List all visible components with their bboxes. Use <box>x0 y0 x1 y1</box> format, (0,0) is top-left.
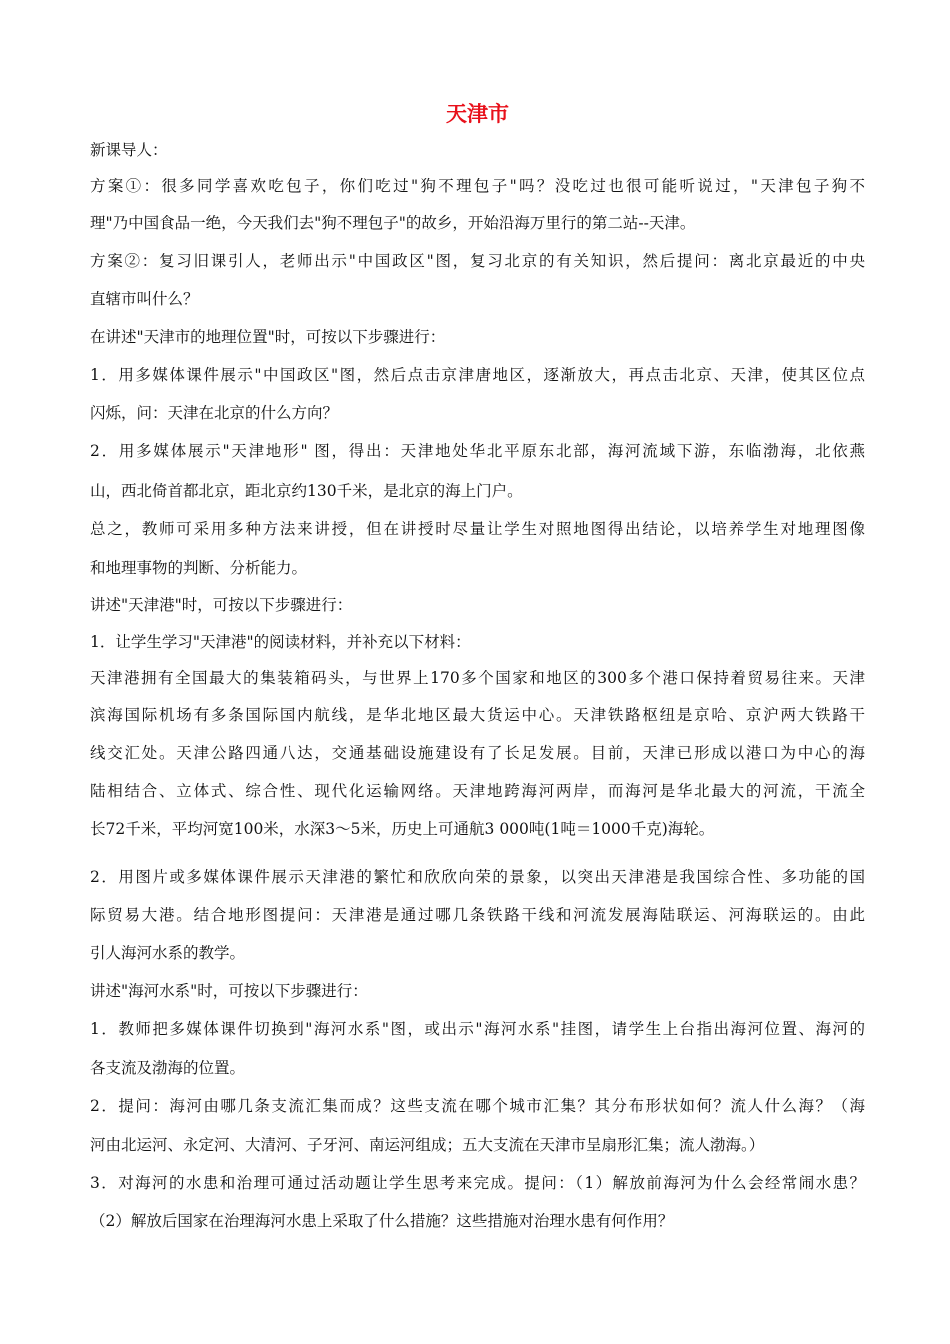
text-line: 引人海河水系的教学。 <box>90 944 246 962</box>
text-line: 滨海国际机场有多条国际国内航线，是华北地区最大货运中心。天津铁路枢纽是京哈、京沪两大铁路干 <box>90 706 865 724</box>
text-line: 闪烁，问：天津在北京的什么方向？ <box>90 404 339 422</box>
text-line: 长72千米，平均河宽100米，水深3～5米，历史上可通航3 000吨(1吨＝1000千克)海轮。 <box>90 820 715 838</box>
text-line: 直辖市叫什么？ <box>90 290 199 308</box>
text-line: 1．用多媒体课件展示"中国政区"图，然后点击京津唐地区，逐渐放大，再点击北京、天津，使其区位点 <box>90 366 865 384</box>
text-line: 讲述"天津港"时，可按以下步骤进行： <box>90 596 353 614</box>
text-line: 2．提问：海河由哪几条支流汇集而成？这些支流在哪个城市汇集？其分布形状如何？流人什么海？（海 <box>90 1097 865 1115</box>
text-line: 方案②：复习旧课引人，老师出示"中国政区"图，复习北京的有关知识，然后提问：离北京最近的中央 <box>90 252 865 270</box>
text-line: 总之，教师可采用多种方法来讲授，但在讲授时尽量让学生对照地图得出结论，以培养学生对地理图像 <box>90 520 865 538</box>
text-line: 新课导人： <box>90 141 168 159</box>
text-line: 2．用多媒体展示"天津地形" 图，得出：天津地处华北平原东北部，海河流域下游，东临渤海，北依燕 <box>90 442 865 460</box>
text-line: 天津港拥有全国最大的集装箱码头，与世界上170多个国家和地区的300多个港口保持着贸易往来。天津 <box>90 669 865 687</box>
text-line: 线交汇处。天津公路四通八达，交通基础设施建设有了长足发展。目前，天津已形成以港口为中心的海 <box>90 744 865 762</box>
text-line: 在讲述"天津市的地理位置"时，可按以下步骤进行： <box>90 328 446 346</box>
text-line: （2）解放后国家在治理海河水患上采取了什么措施？这些措施对治理水患有何作用？ <box>90 1212 674 1230</box>
text-line: 山，西北倚首都北京，距北京约130千米，是北京的海上门户。 <box>90 482 523 500</box>
document-title: 天津市 <box>446 102 509 126</box>
text-line: 际贸易大港。结合地形图提问：天津港是通过哪几条铁路干线和河流发展海陆联运、河海联运的。由此 <box>90 906 865 924</box>
text-line: 方案①：很多同学喜欢吃包子，你们吃过"狗不理包子"吗？没吃过也很可能听说过，"天津包子狗不 <box>90 177 865 195</box>
text-line: 1．教师把多媒体课件切换到"海河水系"图，或出示"海河水系"挂图，请学生上台指出海河位置、海河的 <box>90 1020 865 1038</box>
text-line: 河由北运河、永定河、大清河、子牙河、南运河组成；五大支流在天津市呈扇形汇集；流人渤海。） <box>90 1136 765 1154</box>
text-line: 2．用图片或多媒体课件展示天津港的繁忙和欣欣向荣的景象，以突出天津港是我国综合性、多功能的国 <box>90 868 865 886</box>
text-line: 各支流及渤海的位置。 <box>90 1059 246 1077</box>
text-line: 1．让学生学习"天津港"的阅读材料，并补充以下材料： <box>90 633 471 651</box>
text-line: 3．对海河的水患和治理可通过活动题让学生思考来完成。提问：（1）解放前海河为什么会经常闹水患？ <box>90 1174 865 1192</box>
text-line: 陆相结合、立体式、综合性、现代化运输网络。天津地跨海河两岸，而海河是华北最大的河流，干流全 <box>90 782 865 800</box>
text-line: 理"乃中国食品一绝，今天我们去"狗不理包子"的故乡，开始沿海万里行的第二站--天津。 <box>90 214 696 232</box>
text-line: 讲述"海河水系"时，可按以下步骤进行： <box>90 982 368 1000</box>
text-line: 和地理事物的判断、分析能力。 <box>90 559 308 577</box>
